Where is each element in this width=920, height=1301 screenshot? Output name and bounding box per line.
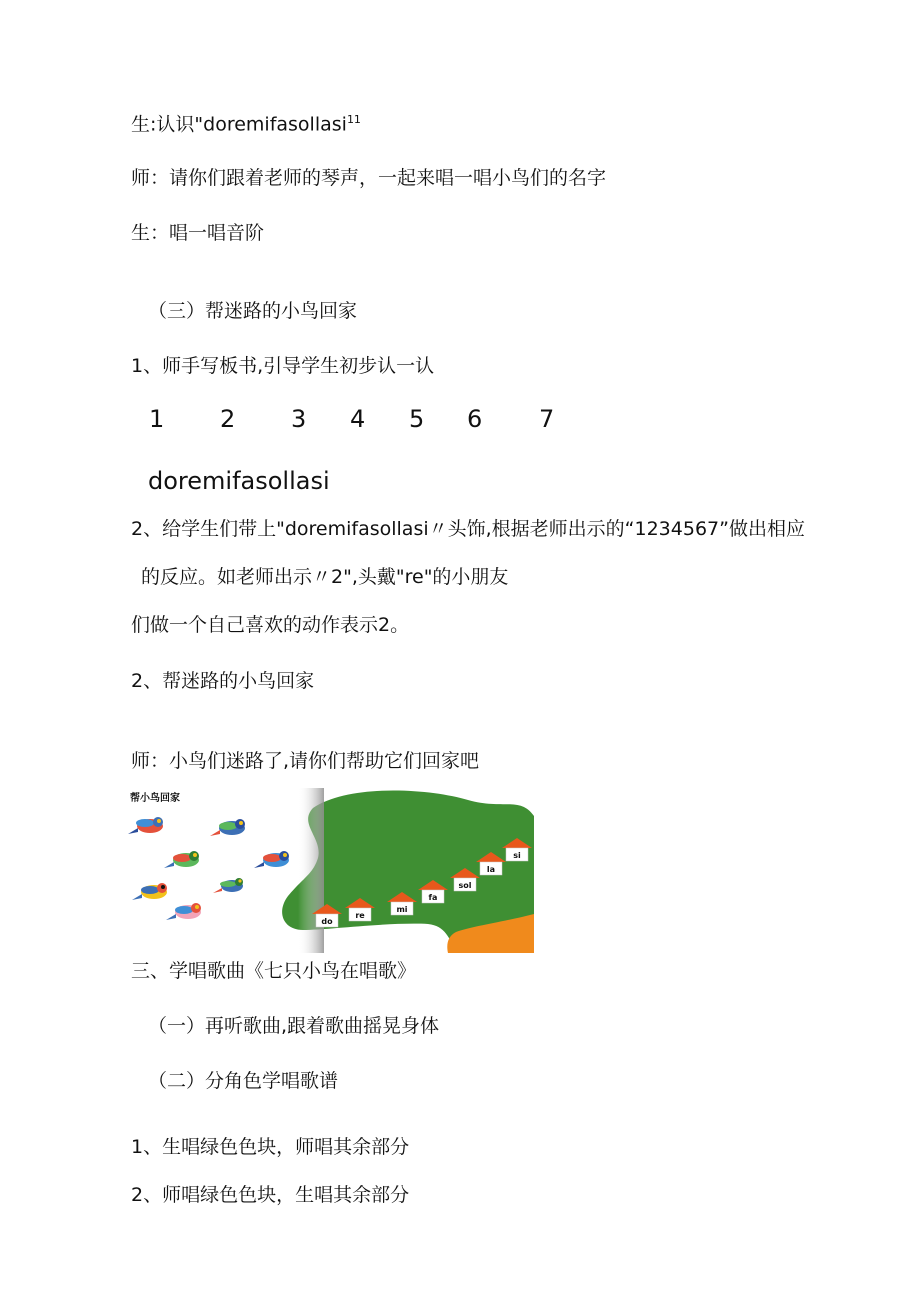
line-student-recognize [131,107,361,137]
line-student-sing: 生：唱一唱音阶 [131,222,265,244]
number-1: 1 [149,405,165,433]
house-label-si: si [513,851,521,860]
step-2-continued: 的反应。如老师出示〃2",头戴"re"的小朋友 [141,566,509,588]
role-step-2: 2、师唱绿色色块，生唱其余部分 [131,1184,410,1206]
figure-title: 帮小鸟回家 [130,793,180,804]
role-step-1: 1、生唱绿色色块，师唱其余部分 [131,1136,410,1158]
house-label-fa: fa [428,893,438,902]
step-2-action: 们做一个自己喜欢的动作表示2。 [131,614,410,636]
subsection-2-roles: （二）分角色学唱歌谱 [148,1070,339,1092]
step-2-birds-home: 2、帮迷路的小鸟回家 [131,670,315,692]
house-label-sol: sol [458,881,472,890]
number-2: 2 [220,405,236,433]
section-3-learn-song: 三、学唱歌曲《七只小鸟在唱歌》 [131,960,417,982]
number-3: 3 [291,405,307,433]
step-1: 1、师手写板书,引导学生初步认一认 [131,355,435,377]
bird-home-illustration [128,788,538,953]
line-superscript: 11 [346,113,361,126]
line-text: 生:认识"doremifasollasi [131,113,347,136]
step-2-headdress: 2、给学生们带上"doremifasollasi〃头饰,根据老师出示的“1234567”做出相应 [131,518,805,540]
section-heading-3: （三）帮迷路的小鸟回家 [148,300,358,322]
number-row [0,404,920,434]
number-5: 5 [409,405,425,433]
line-teacher-lost-birds: 师：小鸟们迷路了,请你们帮助它们回家吧 [131,750,480,772]
number-4: 4 [350,405,366,433]
house-label-la: la [486,865,496,874]
line-teacher-instruction: 师：请你们跟着老师的琴声，一起来唱一唱小鸟们的名字 [131,167,607,189]
number-7: 7 [539,405,555,433]
number-6: 6 [467,405,483,433]
house-label-do: do [321,917,333,926]
solfa-syllables: doremifasollasi [148,467,330,495]
house-label-re: re [355,911,365,920]
house-label-mi: mi [396,905,408,914]
subsection-1-listen: （一）再听歌曲,跟着歌曲摇晃身体 [148,1015,440,1037]
